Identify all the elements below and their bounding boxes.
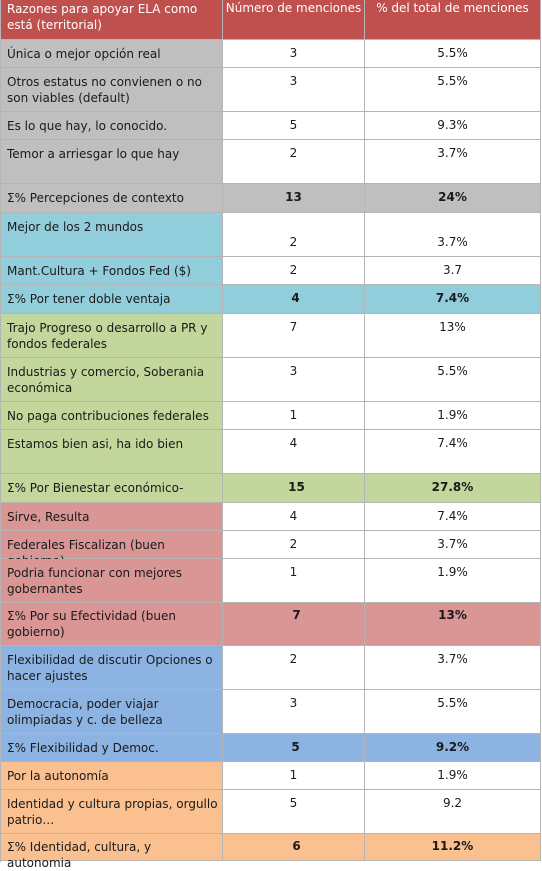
reason-label: Identidad y cultura propias, orgullo patrio… — [1, 790, 223, 833]
mention-percent-cell — [365, 40, 541, 67]
reason-label: Otros estatus no convienen o no son viables (default) — [1, 68, 223, 111]
mention-count-cell — [223, 531, 365, 558]
reason-label: Mejor de los 2 mundos — [1, 213, 223, 256]
mention-count: 5 — [291, 740, 300, 754]
mention-count: 2 — [289, 263, 298, 277]
mention-percent: 3.7 — [442, 263, 463, 277]
mention-count-cell — [223, 559, 365, 602]
reason-label: Federales Fiscalizan (buen — [1, 531, 223, 558]
mention-count: 1 — [289, 565, 298, 579]
mention-percent: 7.4% — [437, 436, 468, 450]
table-row — [1, 257, 541, 285]
mention-count: 5 — [289, 796, 298, 810]
mention-count-cell — [223, 402, 365, 429]
table-row-subtotal — [1, 184, 541, 213]
mention-percent: 9.2 — [442, 796, 463, 810]
mention-count: 4 — [289, 509, 298, 523]
mention-percent: 1.9% — [437, 768, 468, 782]
mention-percent-cell — [365, 314, 541, 357]
mention-percent: 7.4% — [435, 291, 470, 305]
reason-label: Sirve, Resulta — [1, 503, 223, 530]
mention-count-cell — [223, 213, 365, 256]
mention-percent: 5.5% — [437, 696, 468, 710]
header-count: Número de menciones — [223, 0, 365, 39]
table-row-subtotal — [1, 285, 541, 314]
reason-label: Mant.Cultura + Fondos Fed ($) — [1, 257, 223, 284]
table-row-subtotal — [1, 474, 541, 503]
table-row — [1, 559, 541, 603]
table-row — [1, 213, 541, 257]
mention-count-cell — [223, 184, 365, 212]
header-reasons: Razones para apoyar ELA como está (territorial) — [1, 0, 223, 39]
mention-percent: 5.5% — [437, 74, 468, 88]
mention-count: 2 — [289, 652, 298, 666]
mention-percent-cell — [365, 559, 541, 602]
mention-percent-cell — [365, 603, 541, 645]
table-row — [1, 790, 541, 834]
mention-count-cell — [223, 112, 365, 139]
mention-count-cell — [223, 140, 365, 183]
mention-count-cell — [223, 68, 365, 111]
mention-percent-cell — [365, 503, 541, 530]
mention-percent-cell — [365, 790, 541, 833]
reason-label: Ʃ% Flexibilidad y Democ. — [1, 734, 223, 761]
reason-label: Única o mejor opción real — [1, 40, 223, 67]
table-row — [1, 112, 541, 140]
mention-percent: 11.2% — [431, 839, 474, 853]
mention-percent: 3.7% — [437, 235, 468, 249]
reason-label: Ʃ% Por su Efectividad (buen gobierno) — [1, 603, 223, 645]
reason-label: Industrias y comercio, Soberania económica — [1, 358, 223, 401]
mention-count-cell — [223, 430, 365, 473]
mention-count: 3 — [289, 696, 298, 710]
table-header — [1, 0, 541, 40]
mention-percent-cell — [365, 430, 541, 473]
mention-count: 5 — [289, 118, 298, 132]
mention-count: 4 — [289, 436, 298, 450]
mention-count-cell — [223, 790, 365, 833]
mention-percent-cell — [365, 734, 541, 761]
table-row — [1, 762, 541, 790]
mention-percent-cell — [365, 285, 541, 313]
mention-count: 3 — [289, 364, 298, 378]
table-row — [1, 503, 541, 531]
table-row — [1, 358, 541, 402]
mention-count: 2 — [289, 146, 298, 160]
table-row — [1, 690, 541, 734]
reason-label: Trajo Progreso o desarrollo a PR y fondos federales — [1, 314, 223, 357]
mention-percent: 13% — [439, 320, 466, 334]
mention-percent-cell — [365, 68, 541, 111]
mention-percent: 13% — [438, 608, 467, 622]
mention-count: 7 — [289, 320, 298, 334]
mention-count: 3 — [289, 74, 298, 88]
mention-percent-cell — [365, 213, 541, 256]
mention-percent: 7.4% — [437, 509, 468, 523]
header-percent: % del total de menciones — [365, 0, 541, 39]
mention-count: 3 — [289, 46, 298, 60]
mention-percent: 27.8% — [431, 480, 474, 494]
mention-percent-cell — [365, 184, 541, 212]
reason-label: Estamos bien asi, ha ido bien — [1, 430, 223, 473]
mention-count-cell — [223, 285, 365, 313]
mention-percent-cell — [365, 531, 541, 558]
mention-percent: 1.9% — [437, 408, 468, 422]
mention-percent-cell — [365, 402, 541, 429]
table-row — [1, 140, 541, 184]
mention-percent: 3.7% — [437, 146, 468, 160]
mention-percent: 9.2% — [435, 740, 470, 754]
mention-percent: 5.5% — [437, 364, 468, 378]
mention-count: 4 — [291, 291, 300, 305]
mention-percent-cell — [365, 762, 541, 789]
mention-count-cell — [223, 603, 365, 645]
reason-label: Ʃ% Por tener doble ventaja — [1, 285, 223, 313]
mention-count-cell — [223, 503, 365, 530]
mention-count: 6 — [292, 839, 301, 853]
mention-count: 7 — [292, 608, 301, 622]
mention-percent-cell — [365, 112, 541, 139]
table-row-subtotal — [1, 834, 541, 870]
reason-label: No paga contribuciones federales — [1, 402, 223, 429]
table-row-subtotal — [1, 603, 541, 646]
mention-count-cell — [223, 257, 365, 284]
reason-label: Ʃ% Por Bienestar económico- — [1, 474, 223, 502]
mention-count-cell — [223, 358, 365, 401]
mention-count-cell — [223, 646, 365, 689]
mention-count-cell — [223, 474, 365, 502]
mention-count: 15 — [288, 480, 305, 494]
reason-label: Es lo que hay, lo conocido. — [1, 112, 223, 139]
mention-count: 1 — [289, 768, 298, 782]
table-row — [1, 531, 541, 559]
table-row — [1, 402, 541, 430]
mention-count: 2 — [289, 537, 298, 551]
mention-percent-cell — [365, 646, 541, 689]
mention-percent: 5.5% — [437, 46, 468, 60]
mention-percent-cell — [365, 358, 541, 401]
mention-count: 13 — [285, 190, 302, 204]
reason-label: Ʃ% Percepciones de contexto — [1, 184, 223, 212]
mention-count-cell — [223, 734, 365, 761]
reason-label: Podria funcionar con mejores gobernantes — [1, 559, 223, 602]
table-row — [1, 646, 541, 690]
mention-percent-cell — [365, 140, 541, 183]
mention-percent: 9.3% — [437, 118, 468, 132]
mention-percent-cell — [365, 690, 541, 733]
mention-percent: 1.9% — [437, 565, 468, 579]
reason-label: Flexibilidad de discutir Opciones o hacer ajustes — [1, 646, 223, 689]
mention-percent: 3.7% — [437, 652, 468, 666]
reason-label: Temor a arriesgar lo que hay — [1, 140, 223, 183]
table-row — [1, 40, 541, 68]
table-row — [1, 430, 541, 474]
mention-percent-cell — [365, 834, 541, 860]
reason-label: Por la autonomía — [1, 762, 223, 789]
mention-count-cell — [223, 762, 365, 789]
mention-percent-cell — [365, 474, 541, 502]
reason-label: Ʃ% Identidad, cultura, y autonomia — [1, 834, 223, 860]
mention-count: 2 — [289, 235, 298, 249]
mention-percent: 24% — [438, 190, 467, 204]
mention-percent: 3.7% — [437, 537, 468, 551]
reason-label: Democracia, poder viajar olimpiadas y c. de belleza — [1, 690, 223, 733]
table-row-subtotal — [1, 734, 541, 762]
mention-count-cell — [223, 834, 365, 860]
table-row — [1, 314, 541, 358]
table-row — [1, 68, 541, 112]
mention-count: 1 — [289, 408, 298, 422]
mention-count-cell — [223, 690, 365, 733]
mention-percent-cell — [365, 257, 541, 284]
mention-count-cell — [223, 314, 365, 357]
mention-count-cell — [223, 40, 365, 67]
